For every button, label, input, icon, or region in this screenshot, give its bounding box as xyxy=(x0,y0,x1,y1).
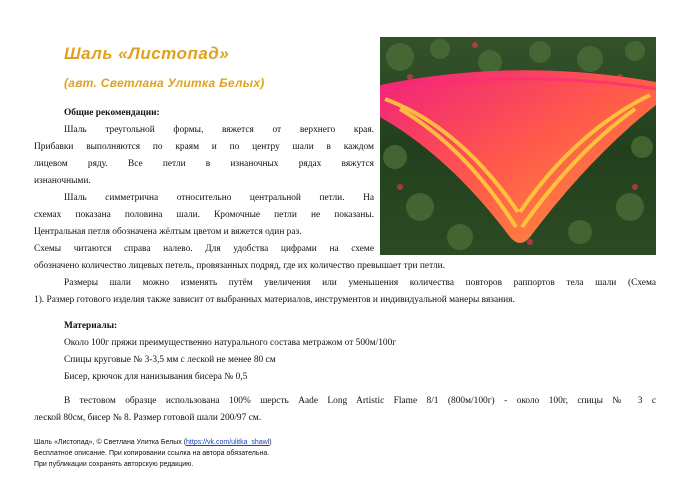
materials-item: Спицы круговые № 3-3,5 мм с леской не менее 80 см xyxy=(64,355,276,365)
footer xyxy=(34,437,272,470)
footer-suffix: ) xyxy=(269,439,272,446)
paragraph-line: Шаль треугольной формы, вяжется от верхнего края. xyxy=(64,125,374,135)
paragraph-line: схемах показана половина шали. Кромочные петли не показаны. xyxy=(34,210,374,220)
footer-notice: При публикации сохранять авторскую редакцию. xyxy=(34,461,194,468)
page-title: Шаль «Листопад» xyxy=(64,44,230,63)
sample-line: леской 80см, бисер № 8. Размер готовой шали 200/97 см. xyxy=(34,413,262,423)
paragraph-line: обозначено количество лицевых петель, провязанных подряд, где их количество превышает три петли. xyxy=(34,261,445,271)
footer-notice: Бесплатное описание. При копировании ссылка на автора обязательна. xyxy=(34,450,270,457)
paragraph-line: 1). Размер готового изделия также зависит от выбранных материалов, инструментов и индивидуальной манеры вязания. xyxy=(34,295,515,305)
footer-copyright xyxy=(34,437,272,448)
shawl-photo xyxy=(380,37,656,255)
author-subtitle: (авт. Светлана Улитка Белых) xyxy=(64,76,265,90)
paragraph-line: Центральная петля обозначена жёлтым цветом и вяжется один раз. xyxy=(34,227,302,237)
author-link[interactable]: https://vk.com/ulitka_shawl xyxy=(186,439,270,446)
materials-item: Около 100г пряжи преимущественно натурального состава метражом от 500м/100г xyxy=(64,338,397,348)
materials-heading: Материалы: xyxy=(64,321,118,331)
paragraph-line: Схемы читаются справа налево. Для удобства цифрами на схеме xyxy=(34,244,374,254)
paragraph-line: Прибавки выполняются по краям и по центру шали в каждом xyxy=(34,142,374,152)
sample-line: В тестовом образце использована 100% шерсть Aade Long Artistic Flame 8/1 (800м/100г) - около 100г, спицы № 3 с xyxy=(64,396,656,406)
paragraph-line: изнаночными. xyxy=(34,176,91,186)
paragraph-line: Размеры шали можно изменять путём увеличения или уменьшения количества повторов раппортов тела шали (Схема xyxy=(64,278,656,288)
footer-prefix: Шаль «Листопад», © Светлана Улитка Белых ( xyxy=(34,439,187,446)
paragraph-line: Шаль симметрична относительно центральной петли. На xyxy=(64,193,374,203)
paragraph-line: лицевом ряду. Все петли в изнаночных рядах вяжутся xyxy=(34,159,374,169)
general-heading: Общие рекомендации: xyxy=(64,108,160,118)
materials-item: Бисер, крючок для нанизывания бисера № 0,5 xyxy=(64,372,248,382)
